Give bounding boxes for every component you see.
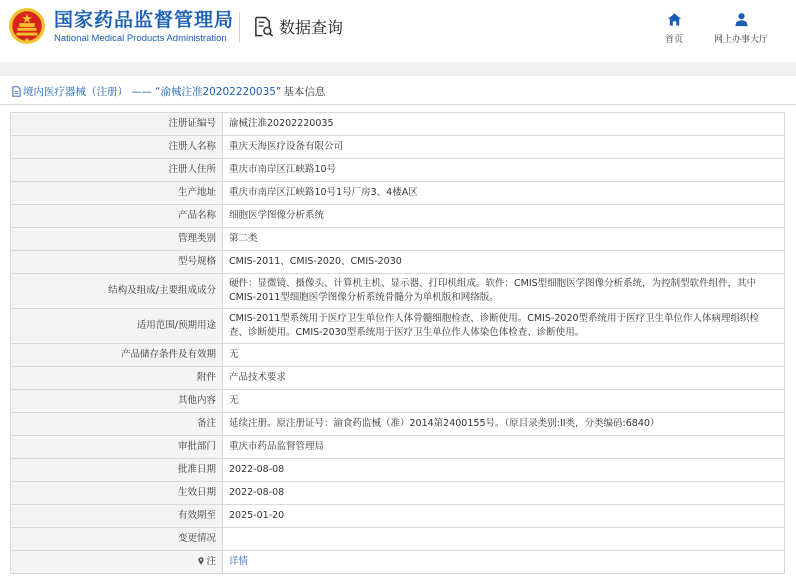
data-query-heading [253,15,343,38]
record-table-body [11,113,785,574]
brand-title-en: National Medical Products Administration [54,33,227,44]
detail-link[interactable]: 详情 [229,556,249,567]
brand-block[interactable] [54,9,234,44]
field-value: 无 [223,390,785,413]
record-table-container [10,112,785,574]
table-row [11,228,785,251]
field-value: 硬件：显微镜、摄像头、计算机主机、显示器、打印机组成。软件：CMIS型细胞医学图像分析系统，为控制型软件组件，其中CMIS-2011型细胞医学图像分析系统骨髓分为单机版和网络版。 [223,274,785,309]
nav-online-office-label: 网上办事大厅 [714,35,769,45]
field-value: CMIS-2011、CMIS-2020、CMIS-2030 [223,251,785,274]
table-row [11,159,785,182]
field-value: 产品技术要求 [223,367,785,390]
document-icon [12,86,21,97]
field-label: 管理类别 [11,228,223,251]
breadcrumb-record-title: “渝械注准20202220035” [155,86,282,98]
field-value: 第二类 [223,228,785,251]
field-value [223,528,785,551]
user-icon [734,12,749,27]
site-header [0,0,796,62]
breadcrumb-suffix: 基本信息 [283,86,326,98]
table-row-note [11,551,785,574]
table-row [11,413,785,436]
table-row [11,113,785,136]
national-emblem-logo[interactable] [8,7,46,45]
table-row [11,344,785,367]
table-row [11,205,785,228]
header-divider [239,12,240,42]
data-query-label: 数据查询 [279,18,344,37]
field-label: 有效期至 [11,505,223,528]
table-row [11,182,785,205]
table-row [11,251,785,274]
field-label: 型号规格 [11,251,223,274]
note-label-cell [11,551,223,574]
field-value: 延续注册。原注册证号：渝食药监械（准）2014第2400155号。（原目录类别:II类，分类编码:6840） [223,413,785,436]
field-label: 注册人住所 [11,159,223,182]
field-label: 附件 [11,367,223,390]
table-row [11,390,785,413]
field-value: 重庆市南岸区江峡路10号1号厂房3、4楼A区 [223,182,785,205]
home-icon [667,12,682,27]
field-value: 细胞医学图像分析系统 [223,205,785,228]
field-value: 2022-08-08 [223,459,785,482]
document-search-icon [253,16,274,38]
field-label: 注册证编号 [11,113,223,136]
table-row [11,309,785,344]
field-label: 产品名称 [11,205,223,228]
field-label: 备注 [11,413,223,436]
field-label: 批准日期 [11,459,223,482]
table-row [11,367,785,390]
table-row [11,528,785,551]
field-value: 渝械注准20202220035 [223,113,785,136]
nav-home-link[interactable] [665,12,683,45]
breadcrumb [12,84,325,99]
field-label: 结构及组成/主要组成成分 [11,274,223,309]
field-label: 其他内容 [11,390,223,413]
field-label: 适用范围/预期用途 [11,309,223,344]
field-value: 无 [223,344,785,367]
nav-home-label: 首页 [665,35,684,45]
breadcrumb-bar [0,76,796,105]
table-row [11,274,785,309]
nav-online-office-link[interactable] [714,12,768,45]
field-label: 变更情况 [11,528,223,551]
field-value: 重庆天海医疗设备有限公司 [223,136,785,159]
table-row [11,505,785,528]
note-label: 注 [206,556,216,567]
brand-title-cn: 国家药品监督管理局 [54,9,235,31]
table-row [11,459,785,482]
table-row [11,482,785,505]
breadcrumb-category-link[interactable]: 境内医疗器械（注册） [23,86,128,98]
field-label: 生效日期 [11,482,223,505]
table-row [11,136,785,159]
field-value: 2025-01-20 [223,505,785,528]
field-value: 重庆市南岸区江峡路10号 [223,159,785,182]
breadcrumb-separator: —— [131,85,152,98]
field-value: CMIS-2011型系统用于医疗卫生单位作人体骨髓细胞检查、诊断使用。CMIS-2020型系统用于医疗卫生单位作人体病理组织检查、诊断使用。CMIS-2030型系统用于医疗卫生单位作人体染色体检查、诊断使用。 [223,309,785,344]
field-label: 注册人名称 [11,136,223,159]
record-table [10,112,785,574]
pin-icon [198,557,204,565]
table-row [11,436,785,459]
field-label: 审批部门 [11,436,223,459]
field-value: 重庆市药品监督管理局 [223,436,785,459]
header-band [0,62,796,76]
field-label: 产品储存条件及有效期 [11,344,223,367]
note-value-cell [223,551,785,574]
field-value: 2022-08-08 [223,482,785,505]
field-label: 生产地址 [11,182,223,205]
